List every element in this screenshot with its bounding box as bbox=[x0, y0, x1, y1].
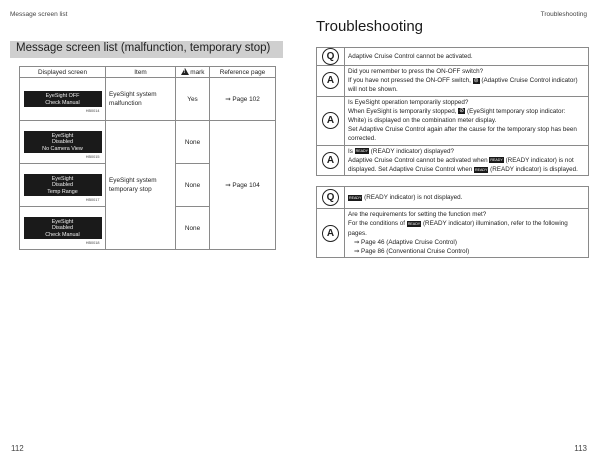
mark-cell: None bbox=[176, 207, 210, 250]
ready-indicator-icon: READY bbox=[490, 158, 503, 163]
answer-icon: A bbox=[322, 112, 339, 129]
ready-indicator-icon: READY bbox=[407, 221, 421, 226]
question-icon: Q bbox=[322, 48, 339, 65]
answer-text: Is EyeSight operation temporarily stopped? When EyeSight is temporarily stopped, ⊘ (EyeSight temporary stop indicator: White) is displayed on the combination meter display. Set Adaptive Cruise Control again after the cause for the temporary stop has been corrected. bbox=[345, 96, 589, 145]
display-screen-image: EyeSight Disabled Check Manual HB0018 bbox=[24, 217, 102, 239]
mark-cell: None bbox=[176, 121, 210, 164]
answer-row bbox=[317, 66, 589, 97]
question-row bbox=[317, 187, 589, 209]
screen-cell bbox=[20, 207, 106, 250]
item-cell: EyeSight system temporary stop bbox=[106, 121, 176, 250]
ready-indicator-icon: READY bbox=[349, 195, 362, 200]
reference-cell[interactable]: ⇒ Page 102 bbox=[210, 78, 276, 121]
table-row bbox=[20, 121, 276, 164]
troubleshooting-qa-table bbox=[316, 47, 589, 258]
table-row bbox=[20, 78, 276, 121]
eyesight-stop-indicator-icon: ⊘ bbox=[459, 108, 465, 115]
section-title: Message screen list (malfunction, temporary stop) bbox=[16, 42, 271, 54]
answer-row bbox=[317, 96, 589, 145]
reference-link-86[interactable]: ⇒ Page 86 (Conventional Cruise Control) bbox=[354, 248, 470, 256]
display-screen-image: EyeSight Disabled No Camera View HB0015 bbox=[24, 131, 102, 153]
answer-row bbox=[317, 145, 589, 176]
screen-cell bbox=[20, 78, 106, 121]
col-header-mark: ! mark bbox=[176, 67, 210, 78]
answer-badge-cell bbox=[317, 145, 345, 176]
question-text: Adaptive Cruise Control cannot be activated. bbox=[345, 48, 589, 66]
message-screen-table bbox=[19, 66, 276, 250]
question-icon: Q bbox=[322, 189, 339, 206]
col-header-item: Item bbox=[106, 67, 176, 78]
screen-cell bbox=[20, 121, 106, 164]
table-header-row bbox=[20, 67, 276, 78]
answer-text: Is READY (READY indicator) displayed? Adaptive Cruise Control cannot be activated when READY (READY indicator) is not displayed. Set Adaptive Cruise Control when READY (READY indicator) is displayed. bbox=[345, 145, 589, 176]
page-number-left: 112 bbox=[11, 444, 24, 453]
answer-badge-cell bbox=[317, 96, 345, 145]
answer-icon: A bbox=[322, 152, 339, 169]
right-running-header: Troubleshooting bbox=[540, 11, 587, 18]
answer-badge-cell bbox=[317, 209, 345, 258]
question-text: READY (READY indicator) is not displayed. bbox=[345, 187, 589, 209]
col-header-reference-page: Reference page bbox=[210, 67, 276, 78]
reference-cell[interactable]: ⇒ Page 104 bbox=[210, 121, 276, 250]
page-number-right: 113 bbox=[574, 444, 587, 453]
answer-badge-cell bbox=[317, 66, 345, 97]
question-row bbox=[317, 48, 589, 66]
mark-cell: Yes bbox=[176, 78, 210, 121]
answer-icon: A bbox=[322, 225, 339, 242]
answer-text: Did you remember to press the ON-OFF switch? If you have not pressed the ON-OFF switch, ⊜ (Adaptive Cruise Control indicator) will not be shown. bbox=[345, 66, 589, 97]
item-cell: EyeSight system malfunction bbox=[106, 78, 176, 121]
answer-icon: A bbox=[322, 72, 339, 89]
section-title-band bbox=[10, 41, 283, 58]
answer-row bbox=[317, 209, 589, 258]
col-header-displayed-screen: Displayed screen bbox=[20, 67, 106, 78]
spacer-row bbox=[317, 176, 589, 187]
answer-text: Are the requirements for setting the function met? For the conditions of READY (READY indicator) illumination, refer to the following pages. ⇒ Page 46 (Adaptive Cruise Control) ⇒ Page 86 (Conventional Cruise Control) bbox=[345, 209, 589, 258]
ready-indicator-icon: READY bbox=[475, 167, 488, 172]
screen-cell bbox=[20, 164, 106, 207]
warning-triangle-icon: ! bbox=[181, 68, 189, 75]
left-running-header: Message screen list bbox=[10, 11, 68, 18]
question-badge-cell bbox=[317, 187, 345, 209]
mark-cell: None bbox=[176, 164, 210, 207]
display-screen-image: EyeSight OFF Check Manual HB0014 bbox=[24, 91, 102, 106]
reference-link-46[interactable]: ⇒ Page 46 (Adaptive Cruise Control) bbox=[354, 238, 457, 246]
acc-indicator-icon: ⊜ bbox=[473, 77, 479, 84]
display-screen-image: EyeSight Disabled Temp Range HB0017 bbox=[24, 174, 102, 196]
page-title: Troubleshooting bbox=[316, 18, 424, 35]
question-badge-cell bbox=[317, 48, 345, 66]
ready-indicator-icon: READY bbox=[355, 149, 369, 154]
